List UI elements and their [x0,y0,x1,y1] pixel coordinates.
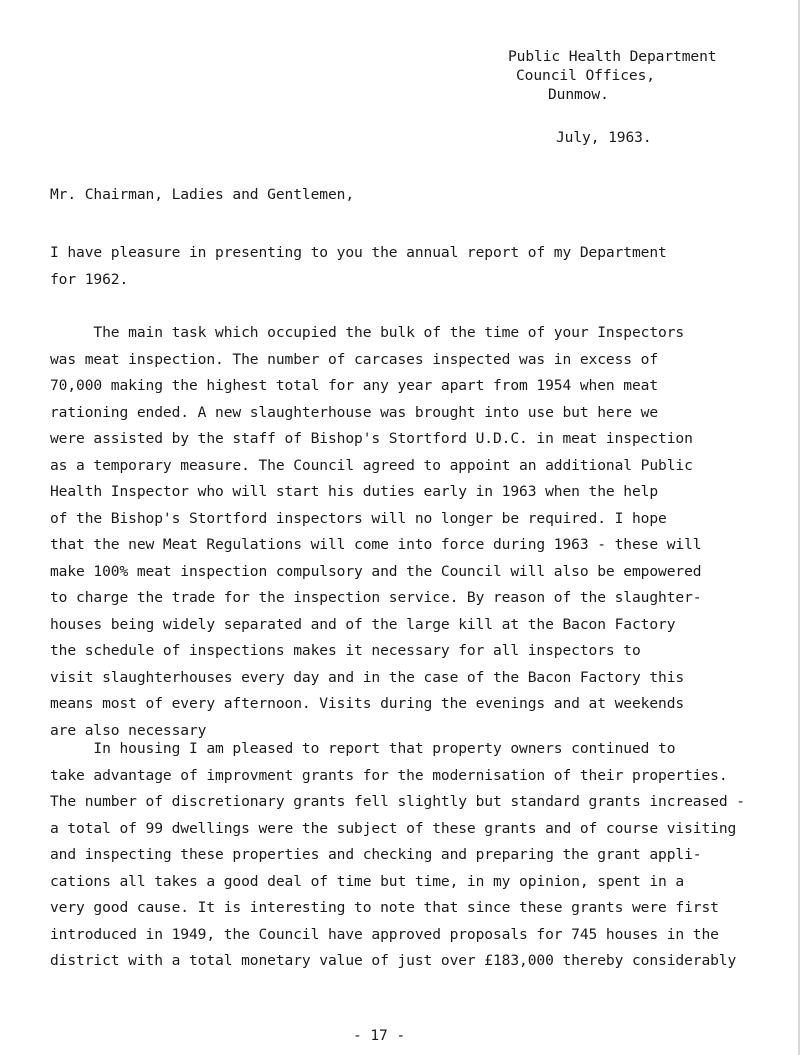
paragraph-line: The main task which occupied the bulk of the time of your Inspectors [50,324,685,341]
paragraph-line: were assisted by the staff of Bishop's Stortford U.D.C. in meat inspection [50,430,693,447]
paragraph-line: houses being widely separated and of the large kill at the Bacon Factory [50,615,676,633]
paragraph-line: the schedule of inspections makes it necessary for all inspectors to [50,642,641,659]
paragraph-line: very good cause. It is interesting to note that since these grants were first [50,899,719,916]
paragraph-line: rationing ended. A new slaughterhouse was brought into use but here we [50,403,659,421]
paragraph-line: visit slaughterhouses every day and in the case of the Bacon Factory this [50,668,685,686]
paragraph-line: In housing I am pleased to report that property owners continued to [50,740,676,757]
paragraph-line: that the new Meat Regulations will come into force during 1963 - these will [50,536,702,553]
paragraph-line: was meat inspection. The number of carcases inspected was in excess of [50,350,659,368]
paragraph-line: I have pleasure in presenting to you the annual report of my Department [50,244,667,261]
sender-address [508,47,716,104]
paragraph-line: are also necessary [50,721,207,739]
paragraph-line: for 1962. [50,270,129,288]
letter-date: July, 1963. [556,129,652,146]
housing-paragraph [50,736,765,975]
paragraph-line: to charge the trade for the inspection service. By reason of the slaughter- [50,589,702,606]
paragraph-line: introduced in 1949, the Council have approved proposals for 745 houses in the [50,925,719,943]
paragraph-line: of the Bishop's Stortford inspectors will no longer be required. I hope [50,509,667,527]
paragraph-line: as a temporary measure. The Council agreed to appoint an additional Public [50,456,693,474]
paragraph-line: a total of 99 dwellings were the subject of these grants and of course visiting [50,819,737,837]
paragraph-line: make 100% meat inspection compulsory and the Council will also be empowered [50,562,702,580]
paragraph-line: Health Inspector who will start his duties early in 1963 when the help [50,483,659,500]
salutation: Mr. Chairman, Ladies and Gentlemen, [50,186,355,203]
paragraph-line: cations all takes a good deal of time but time, in my opinion, spent in a [50,872,685,890]
paragraph-line: means most of every afternoon. Visits during the evenings and at weekends [50,695,685,712]
address-line-department: Public Health Department [508,48,717,65]
paragraph-line: The number of discretionary grants fell slightly but standard grants increased - [50,793,745,810]
paragraph-line: district with a total monetary value of just over £183,000 thereby considerably [50,952,737,969]
paragraph-line: and inspecting these properties and checking and preparing the grant appli- [50,846,702,863]
address-line-town: Dunmow. [548,86,609,103]
address-line-offices: Council Offices, [516,67,655,84]
intro-paragraph [50,240,765,293]
paragraph-line: take advantage of improvment grants for the modernisation of their properties. [50,766,728,784]
meat-inspection-paragraph [50,320,765,744]
page-number: - 17 - [353,1027,406,1044]
paragraph-line: 70,000 making the highest total for any year apart from 1954 when meat [50,377,659,394]
